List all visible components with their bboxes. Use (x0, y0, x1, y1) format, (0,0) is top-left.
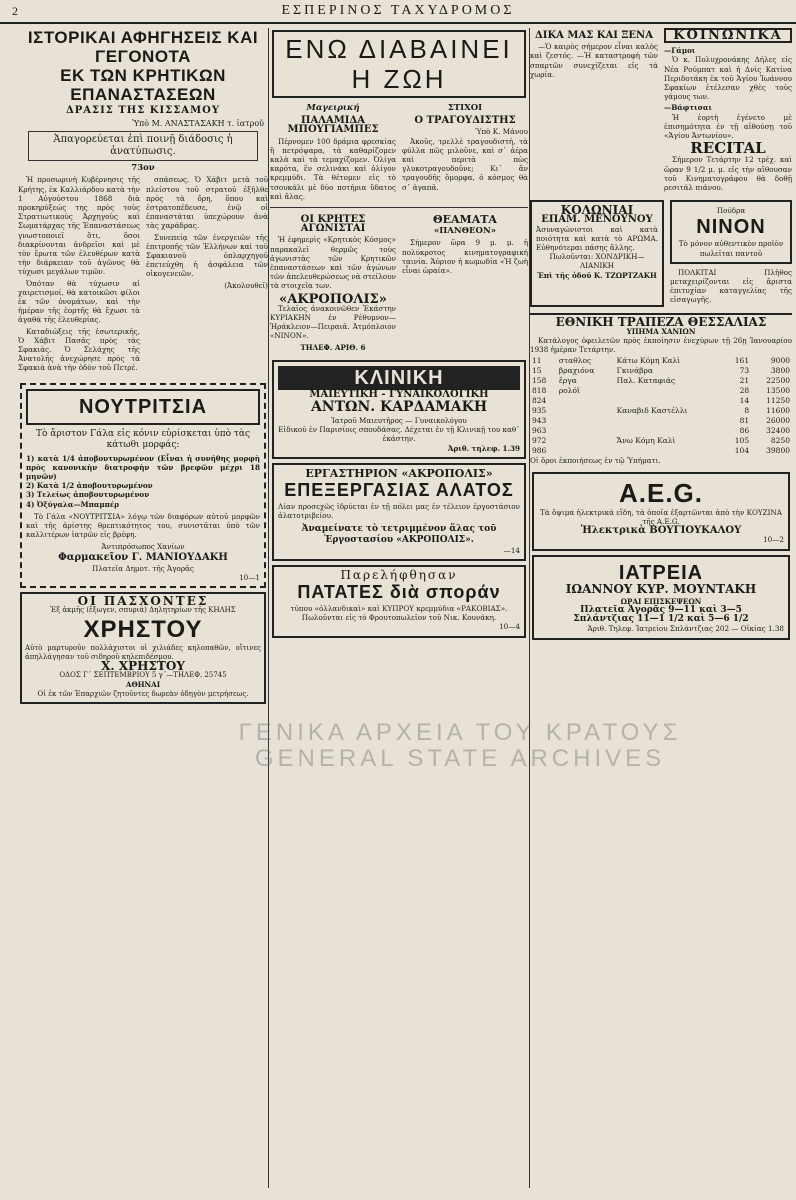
bank-cell-item (557, 396, 615, 406)
recipe-body: Πέρνομεν 100 δράμια φρεσκίας ἢ πετρόψαρα, τὰ καθαρίζομεν καλὰ καὶ τὰ τεμαχίζομεν. Ὀλίγα καρότα, ἓν σελινάκι καὶ ὀλίγον κρεμμύδι. Τὰ θέτομεν εἰς τὸ τσουκάλι μὲ δύο ποτήρια ὕδατος καὶ ἄλας. (270, 136, 396, 201)
ad-nutricia-title-box (26, 389, 260, 425)
bank-cell-place (615, 386, 725, 396)
bank-cell-val: 11600 (766, 406, 790, 416)
bank-cell-sum: 21 (739, 376, 750, 386)
bank-table-row (530, 366, 792, 376)
ship-title: «ΑΚΡΟΠΟΛΙΣ» (279, 291, 387, 307)
ad-koloniai-store: Ἐπὶ τῆς ὁδοῦ Κ. ΤΖΩΡΤΖΑΚΗ (537, 270, 657, 280)
social-title: ΚΟΙΝΩΝΙΚΑ (673, 28, 783, 43)
ad-aeg (532, 472, 790, 551)
bank-cell-sum: 73 (739, 366, 750, 376)
bank-cell-item (557, 406, 615, 416)
section-header-box (272, 30, 526, 98)
bank-cell-item (557, 426, 615, 436)
bank-intro: Κατάλογος ὀφειλετῶν πρὸς ἐκποίησιν ἐνεχύρων τῇ 26ῃ Ἰανουαρίου 1938 ἡμέραν Τετάρτην. (530, 336, 792, 355)
ad-christou-city: ΑΘΗΝΑΙ (125, 680, 161, 690)
bank-table-row (530, 446, 792, 456)
copyright-notice: Ἀπαγορεύεται ἐπὶ ποινῇ διάδοσις ἡ ἀνατύπωσις. (28, 131, 258, 161)
paragraph: Καταδιώξεις τῆς ἐσωτερικῆς, Ὁ Χάβιτ Πασᾶς πρὸς τὰς Σφακιὰς. Ὁ Σελάχης τῆς Ἀνατολῆς ἀνεχώρησε πρὸς τὰ Σφακιὰ ἀνὰ τὴν ὁδὸν τοῦ Πετρέ. (18, 326, 140, 373)
ad-ninon-title: ΝΙΝΟΝ (696, 216, 766, 239)
ad-christou (20, 592, 266, 704)
social-and-news (530, 28, 792, 194)
bank-cell-no: 818 (532, 386, 547, 396)
paragraph: Ὁπόταν θὰ τύχωσιν αἱ χαιρετισμοί, θὰ κατοικῶσι φίλοι ἐκ τῶν ὀνομάτων, καὶ τὴν ἡμέραν τῆς ἑορτῆς θὰ ἔχωσι τὰ ἀγαθὰ τῆς ἐλευθερίας. (18, 278, 140, 325)
ad-iatreia-hours2: Σπλάντζιας 11—1 1/2 καὶ 5—6 1/2 (573, 614, 749, 625)
ad-koloniai-seller: Πωλοῦνται: ΧΟΝΔΡΙΚΗ—ΛΙΑΝΙΚΗ (549, 252, 645, 271)
bank-cell-val: 13500 (766, 386, 790, 396)
ad-iatreia-name: ΙΩΑΝΝΟΥ ΚΥΡ. ΜΟΥΝΤΑΚΗ (565, 581, 757, 596)
list-item: 2) Κατὰ 1/2 ἀποβουτυρωμένον (26, 481, 153, 491)
ad-clinic-sub: ΜΑΙΕΥΤΙΚΗ - ΓΥΝΑΙΚΟΛΟΓΙΚΗ (309, 388, 489, 400)
ad-koloniai (530, 200, 664, 306)
section-header: ΕΝΩ ΔΙΑΒΑΙΝΕΙ Η ΖΩΗ (285, 34, 513, 94)
bank-cell-val: 9000 (770, 356, 790, 366)
bank-table-row (530, 376, 792, 386)
bank-cell-no: 963 (532, 426, 547, 436)
bank-cell-no: 986 (532, 446, 547, 456)
ad-aeg-seller: Ἠλεκτρικὰ ΒΟΥΓΙΟΥΚΑΛΟΥ (580, 525, 742, 537)
list-item: 4) Ὀξύγαλα—Μπαμπέρ (26, 499, 120, 509)
ad-aeg-body: Τὰ ὄψιμα ἠλεκτρικὰ εἴδη, τὰ ὁποῖα ἐξαρτῶνται ἀπὸ τὴν ΚΟΥΖΙΝΑ τῆς A.E.G. (540, 507, 782, 526)
ad-clinic (272, 360, 526, 459)
bank-cell-no: 972 (532, 436, 547, 446)
paragraph: Ἡ προσωρινὴ Κυβέρνησις τῆς Κρήτης, ἐκ Καλλιάρδου κατὰ τὴν 1 Αὐγούστου 1868 διὰ προκηρύξεώς της πρὸς τοὺς Στρατιωτικοὺς Ἀρχηγοὺς καὶ Σωματάρχας τῆς Ἐπαναστάσεως γνωστοποιεῖ ὅτι, ὅσοι διακρίνονται ἀνδρεῖοι καὶ μὲ τὸν ἔρωτα τῶν ἐλευθέρων κατὰ τὴν διάρκειαν τοῦ ἀγῶνος θὰ τύχωσι μεγάλων τιμῶν. (18, 175, 140, 277)
bank-cell-sum: 86 (739, 426, 750, 436)
divider (270, 207, 528, 208)
ad-koloniai-body: Ἀσυναγώνιστοι καὶ κατὰ ποιότητα καὶ κατὰ τὸ ΑΡΩΜΑ. Εὐθηνότεραι πάσης ἄλλης. (536, 224, 658, 253)
ad-iatreia-title: ΙΑΤΡΕΙΑ (618, 561, 704, 584)
column-rule-1 (268, 28, 269, 1188)
bank-table-row (530, 386, 792, 396)
bank-cell-item: σταθλος (558, 356, 592, 366)
continued-note: (Ἀκολουθεῖ) (224, 280, 268, 290)
bank-cell-val: 26000 (766, 416, 790, 426)
ad-ninon-body: Τὸ μόνον αὐθεντικὸν προϊὸν πωλεῖται παντοῦ (678, 239, 784, 258)
theatre-title: ΘΕΑΜΑΤΑ (433, 213, 497, 227)
bank-cell-sum: 104 (734, 446, 750, 456)
bank-table-row (530, 436, 792, 446)
bank-cell-sum: 81 (739, 416, 750, 426)
ad-ninon (670, 200, 792, 264)
masthead (0, 0, 796, 24)
ad-clinic-name: ΑΝΤΩΝ. ΚΑΡΔΑΜΑΚΗ (310, 399, 488, 416)
bank-cell-place: Κάτω Κόμη Καλὶ (616, 356, 681, 366)
christening-head: —Βάφτισαι (664, 103, 712, 113)
ad-ninon-sub: Πούδρα (716, 206, 746, 216)
bank-cell-no: 15 (532, 366, 542, 376)
bank-cell-place: Γκινάβρα (616, 366, 653, 376)
bank-cell-no: 824 (532, 396, 547, 406)
ad-iatreia (532, 555, 790, 640)
bank-cell-place: Ἄνω Κόμη Καλὶ (616, 436, 676, 446)
ad-clinic-tel: Ἀριθ. τηλεφ. 1.39 (447, 443, 520, 453)
bank-cell-sum: 8 (744, 406, 750, 416)
bank-cell-val: 22500 (766, 376, 790, 386)
bank-table-row (530, 426, 792, 436)
newspaper-title: ΕΣΠΕΡΙΝΟΣ ΤΑΧΥΔΡΟΜΟΣ (281, 3, 515, 18)
column-left (18, 28, 268, 1188)
bank-cell-no: 158 (532, 376, 547, 386)
news-title: ΔΙΚΑ ΜΑΣ ΚΑΙ ΞΕΝΑ (535, 30, 653, 41)
news-body (270, 212, 528, 352)
ad-potatoes-line2: ΠΑΤΑΤΕΣ διὰ σποράν (297, 581, 501, 602)
bank-cell-item (557, 436, 615, 446)
ad-christou-top-sub: Ἐξ ἀκμῆς (ἔξωγεν, σπυριά) Δηλητηρίων τῆς ΚΗΛΗΣ (50, 606, 236, 615)
bank-cell-sum: 161 (734, 356, 750, 366)
article-title-2: ΕΚ ΤΩΝ ΚΡΗΤΙΚΩΝ ΕΠΑΝΑΣΤΑΣΕΩΝ (60, 66, 226, 104)
ad-ref: —14 (503, 545, 520, 555)
ad-ref: 10—4 (499, 622, 520, 632)
christening-body: Ἡ ἑορτὴ ἐγένετο μὲ ἐπισημότητα ἐν τῇ αἰθούσῃ τοῦ «Ἁγίου Ἀντωνίου». (664, 112, 792, 141)
bank-cell-place (615, 396, 725, 406)
column-right (530, 28, 792, 1188)
recital-title: RECITAL (690, 139, 766, 158)
bank-cell-item: ἔργα (558, 376, 577, 386)
bank-cell-val: 8250 (770, 436, 790, 446)
weddings-body: Ὁ κ. Πολυχρονάκης Δήλες εἰς Νέα Ρούμπατ καὶ ἡ Δνὶς Κατίνα Περιδοτάκη ἐκ τοῦ Ἁγίου Ἰωάννου Σφακίων ἐτέλεσαν χθὲς τοὺς γάμους των. (664, 55, 792, 102)
bank-cell-val: 39800 (766, 446, 790, 456)
bank-cell-sum: 14 (739, 396, 750, 406)
ad-nutricia-rep-addr: Πλατεῖα Δημοτ. τῆς Ἀγορᾶς (92, 563, 194, 573)
bank-cell-no: 935 (532, 406, 547, 416)
weddings-head: —Γάμοι (664, 46, 696, 56)
ad-nutricia-body: Τὸ Γάλα «ΝΟΥΤΡΙΤΣΙΑ» λόγῳ τῶν διαφόρων αὐτοῦ μορφῶν καὶ τῆς ἀρίστης θρεπτικότητος του, συνιστᾶται ὑπὸ τῶν καλλιτέρων ἰατρῶν εἰς βρέφη. (26, 511, 260, 540)
ad-potatoes-line1: Παρελήφθησαν (340, 567, 458, 582)
ad-christou-name: ΧΡΗΣΤΟΥ (83, 615, 203, 643)
poem-byline: Ὑπὸ Κ. Μάνου (475, 127, 528, 137)
ad-iatreia-hours1: Πλατεῖα Ἀγορᾶς 9—11 καὶ 3—5 (580, 604, 742, 615)
poem-body: Ἀκοῦς, τρελλὲ τραγουδιστή, τὰ φύλλα πῶς μιλοῦνε, καὶ σ᾽ ἀέρα καὶ περιτὰ πὼς γλυκοτραγουδοῦνε; Κι᾽ ἂν τραγουδῆς ὄμορφα, ὁ κόσμος θὰ σ᾽ ἀγαπᾶ. (402, 136, 528, 192)
ad-clinic-title: ΚΛΙΝΙΚΗ (278, 366, 520, 390)
ad-christou-clinic: Χ. ΧΡΗΣΤΟΥ (101, 658, 185, 673)
ad-clinic-body: Εἰδικοῦ ἐν Παρισίοις σπουδάσας. Δέχεται ἐν τῇ Κλινικῇ του καθ᾽ ἑκάστην. (278, 425, 520, 444)
ads-row (530, 200, 792, 306)
ad-iatreia-hours-head: ΩΡΑΙ ΕΠΙΣΚΕΨΕΩΝ (620, 596, 702, 606)
ad-iatreia-tel: Ἀριθ. Τηλεφ. Ἰατρείου Σπλάντζιας 202 — Οἰκίας 1.38 (587, 624, 784, 634)
bank-notice (530, 313, 792, 466)
ad-potatoes (272, 565, 526, 638)
ad-salt (272, 463, 526, 561)
bank-table-row (530, 406, 792, 416)
bank-cell-item (557, 446, 615, 456)
bank-cell-sum: 105 (734, 436, 750, 446)
bank-footer: Οἱ ὅροι ἐκποιήσεως ἐν τῷ Ὑπήματι. (530, 456, 661, 466)
ad-aeg-title: A.E.G. (618, 477, 703, 508)
watermark-line2: GENERAL STATE ARCHIVES (254, 745, 666, 772)
news-body: —Ὁ καιρὸς σήμερον εἶναι καλὸς καὶ ζεστός. —Ἡ καταστροφὴ τῶν σπαρτῶν συνεχίζεται εἰς τὰ χωρία. (530, 42, 658, 79)
poem-label: ΣΤΙΧΟΙ (447, 103, 483, 113)
bank-cell-item: ρολόϊ (558, 386, 580, 396)
ship-tel: ΤΗΛΕΦ. ΑΡΙΘ. 6 (300, 342, 366, 352)
ad-christou-addr: ΟΔΟΣ Γ΄ ΣΕΠΤΕΜΒΡΙΟΥ 5 γ΄—ΤΗΛΕΦ. 25745 (59, 671, 227, 680)
ship-body: Τελαῖος ἀνακοινῶθεν Ἑκάστην ΚΥΡΙΑΚΗΝ ἐν Ρέθυμνον—Ἡράκλειον—Πειραιᾶ. Ἀτμόπλοιον «ΝΙΝΟΝ». (270, 303, 396, 341)
ad-salt-title: ΕΡΓΑΣΤΗΡΙΟΝ «ΑΚΡΟΠΟΛΙΣ» (305, 466, 493, 480)
bank-cell-place (615, 446, 725, 456)
ad-nutricia-rep-label: Ἀντιπρόσωπος Χανίων (101, 541, 185, 551)
section-number: 73ον (131, 163, 155, 174)
bank-cell-place (615, 426, 725, 436)
crete-body: Ἡ ἐφημερὶς «Κρητικὸς Κόσμος» παρακαλεῖ θερμῶς τοὺς ἀγωνιστὰς τῶν Κρητικῶν ἐπαναστάσεων καὶ τῶν ἀγώνων τῶν ἀπελευθερώσεως νὰ στείλουν τὰ στοιχεῖα των. (270, 235, 396, 291)
ad-nutricia-title: ΝΟΥΤΡΙΤΣΙΑ (78, 395, 208, 418)
paragraph: Συνεπείᾳ τῶν ἐνεργειῶν τῆς ἐπιτροπῆς τῶν Ἑλλήνων καὶ τοῦ Σφακιανοῦ ὁπλαρχηγοῦ ἐπετεύχθη ἡ ἀσφάλεια τῶν οἰκογενειῶν. (146, 232, 268, 279)
ad-potatoes-body: τύπου «ὁλλανδικαὶ» καὶ ΚΥΠΡΟΥ κρεμμύδια «ΡΑΚΟΒΙΑΣ». Πωλοῦνται εἰς τὸ Φρουτοπωλεῖον τοῦ Νικ. Κουνάκη. (290, 603, 508, 623)
poem-title: Ο ΤΡΑΓΟΥΔΙΣΤΗΣ (414, 115, 516, 127)
bank-cell-place (615, 416, 725, 426)
list-item: 1) κατὰ 1/4 ἀποβουτυρωμένον (Εἶναι ἡ συνήθης μορφὴ πρὸς κανονικὴν διατροφὴν τῶν βρεφῶν μέχρι 18 μηνῶν) (26, 453, 260, 482)
bank-cell-val: 32400 (766, 426, 790, 436)
ad-christou-body: Αὐτὸ μαρτυροῦν πολλάχιστοι οἱ χιλιάδες κηλοπαθῶν, οἵτινες ἀπηλλάγησαν τοῦ σιδηροῦ κηλεπιδέσμου. (25, 643, 261, 661)
list-item: 3) Τελείως ἀποβουτυρωμένον (26, 490, 150, 500)
ad-salt-body: Λίαν προσεχῶς ἱδρύεται ἐν τῇ πόλει μας ἐν τέλειον ἐργοστάσιον ἁλατοτριβείου. (278, 502, 520, 521)
article-byline: Ὑπὸ Μ. ΑΝΑΣΤΑΣΑΚΗ τ. ἰατροῦ (132, 119, 264, 128)
theatre-sub: «ΠΑΝΘΕΟΝ» (433, 226, 497, 237)
ad-nutricia-list (26, 454, 260, 509)
bank-cell-val: 3800 (770, 366, 790, 376)
bank-cell-place: Παλ. Καταφιάς (616, 376, 676, 386)
ad-ref: 10—2 (763, 535, 784, 545)
bank-cell-no: 11 (532, 356, 542, 366)
ad-ref: 10—1 (239, 572, 260, 582)
paragraph: σπάσεως. Ὁ Χάβιτ μετὰ τοῦ πλείστου τοῦ στρατοῦ ἐξῆλθε πρὸς τὰ ὄρη, ὅπου καὶ ἐστρατοπέδευσε, ἐνῷ οἱ ἐπαναστάται ὑπεχώρουν ἀνὰ τὰς χαράδρας. (146, 175, 268, 231)
bank-cell-no: 943 (532, 416, 547, 426)
recital-body: Σήμερον Τετάρτην 12 τρέχ. καὶ ὥραν 9 1/2 μ. μ. εἰς τὴν αἴθουσαν τοῦ Κινηματογράφου θὰ δοθῇ ρεσιτάλ πιάνου. (664, 155, 792, 193)
bank-cell-val: 11250 (766, 396, 790, 406)
theatre-body: Σήμερον ὥρα 9 μ. μ. ἡ πολύκροτος κινηματογραφική ταινία. Ἀύριον ἡ κωμωδία «Ἡ ζωὴ εἶναι ὡραία». (402, 238, 528, 276)
recipe-label: Μαγειρική (306, 103, 360, 113)
polkit-note: ΠΟΛΚΙΤΑΙ Πλῆθος μεταχειρίζονται εἰς ἄριστα ἐπιτυχίαν καταγγελίας τῆς εἰσαγωγῆς. (670, 267, 792, 305)
bank-cell-place: Καναβιδ Καστέλλι (616, 406, 688, 416)
ad-christou-top: ΟΙ ΠΑΣΧΟΝΤΕΣ (77, 594, 209, 609)
ad-koloniai-sub: ΕΠΑΜ. ΜΕΝΟΥΝΟΥ (541, 214, 653, 226)
social-title-box (664, 28, 792, 43)
ad-salt-slogan: Ἀναμείνατε τὸ τετριμμένον ἅλας τοῦ Ἐργοστασίου «ΑΚΡΟΠΟΛΙΣ». (301, 523, 497, 545)
bank-cell-item (557, 416, 615, 426)
article-subtitle: ΔΡΑΣΙΣ ΤΗΣ ΚΙΣΣΑΜΟΥ (66, 105, 220, 116)
bank-table-row (530, 396, 792, 406)
bank-sub: ΥΠΗΜΑ ΧΑΝΙΩΝ (626, 326, 696, 336)
crete-title: ΟΙ ΚΡΗΤΕΣ ΑΓΩΝΙΣΤΑΙ (300, 214, 366, 235)
ad-christou-note: Οἱ ἐκ τῶν Ἐπαρχιῶν ζητοῦντες δωρεὰν ὁδηγὸν μετρήσεως. (37, 689, 249, 698)
page-number: 2 (12, 4, 18, 18)
bank-table-row (530, 416, 792, 426)
ad-clinic-role: Ἰατροῦ Μαιευτῆρος — Γυναικολόγου (331, 416, 467, 426)
bank-title: ΕΘΝΙΚΗ ΤΡΑΠΕΖΑ ΘΕΣΣΑΛΙΑΣ (555, 314, 767, 329)
bank-table (530, 356, 792, 456)
bank-cell-item: βραχιόνα (558, 366, 595, 376)
article-body (18, 175, 268, 374)
watermark-line1: ΓΕΝΙΚΑ ΑΡΧΕΙΑ ΤΟΥ ΚΡΑΤΟΥΣ (238, 719, 682, 746)
ad-nutricia-rep-name: Φαρμακεῖον Γ. ΜΑΝΙΟΥΔΑΚΗ (58, 551, 228, 563)
bank-cell-sum: 28 (739, 386, 750, 396)
ad-nutricia-intro: Τὸ ἄριστον Γάλα εἰς κόνιν εὑρίσκεται ὑπὸ τὰς κάτωθι μορφάς: (35, 428, 251, 450)
ad-nutricia (20, 383, 266, 588)
ad-salt-sub: ΕΠΕΞΕΡΓΑΣΙΑΣ ΑΛΑΤΟΣ (284, 480, 514, 501)
recipe-title: ΠΑΛΑΜΙΔΑ ΜΠΟΥΓΙΑΜΠΕΣ (287, 115, 379, 136)
ad-koloniai-title: ΚΟΛΩΝΙΑΙ (560, 203, 634, 218)
article-title-1: ΙΣΤΟΡΙΚΑΙ ΑΦΗΓΗΣΕΙΣ ΚΑΙ ΓΕΓΟΝΟΤΑ (27, 28, 259, 66)
bank-table-row (530, 356, 792, 366)
section-body (270, 101, 528, 203)
column-middle (270, 28, 528, 1188)
